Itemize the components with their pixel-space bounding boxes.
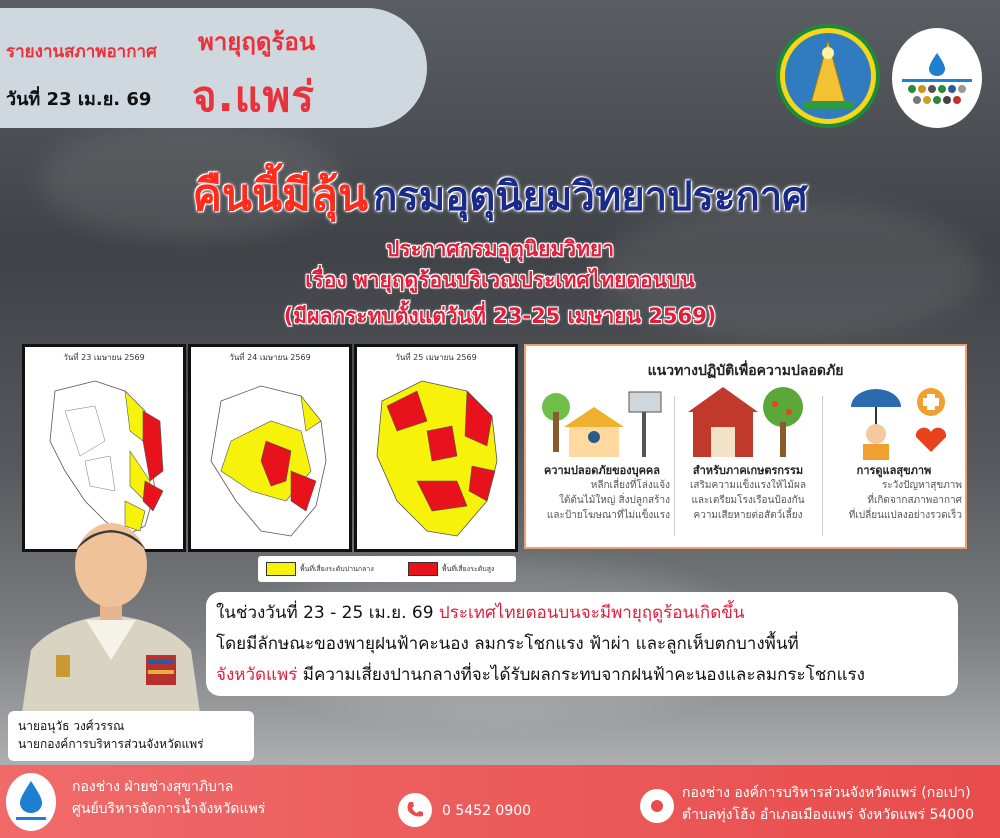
headline-blue: กรมอุตุนิยมวิทยาประกาศ — [373, 174, 808, 220]
footer-logo — [6, 773, 56, 831]
legend-yellow-swatch — [266, 562, 296, 576]
info-line2: โดยมีลักษณะของพายุฝนฟ้าคะนอง ลมกระโชกแรง ฟ้าผ่า และลูกเห็บตกบางพื้นที่ — [216, 634, 799, 654]
forecast-info-box — [206, 592, 958, 696]
headline — [0, 160, 1000, 230]
legend-yellow-label: พื้นที่เสี่ยงระดับปานกลาง — [300, 565, 374, 573]
info-line3: จังหวัดแพร่ มีความเสี่ยงปานกลางที่จะได้รับผลกระทบจากฝนฟ้าคะนองและลมกระโชกแรง — [216, 665, 865, 685]
header-banner — [0, 8, 427, 128]
guide-col1-text: หลีกเลี่ยงที่โล่งแจ้ง ใต้ต้นไม้ใหญ่ สิ่งปลูกสร้าง และป้ายโฆษณาที่ไม่แข็งแรง — [546, 480, 670, 521]
legend-red-swatch — [408, 562, 438, 576]
legend-red-label: พื้นที่เสี่ยงระดับสูง — [442, 565, 495, 573]
governor-photo — [16, 510, 206, 720]
water-center-logo — [892, 28, 982, 128]
footer-phone[interactable]: 0 5452 0900 — [442, 803, 532, 819]
footer-bar — [0, 765, 1000, 838]
guide-col3-text: ระวังปัญหาสุขภาพ ที่เกิดจากสภาพอากาศ ที่เปลี่ยนแปลงอย่างรวดเร็ว — [848, 480, 962, 521]
person-name: นายอนุวัธ วงศ์วรรณ — [18, 719, 125, 733]
risk-map-day2 — [188, 344, 352, 552]
announcement-line3: (มีผลกระทบตั้งแต่วันที่ 23-25 เมษายน 2569) — [283, 304, 717, 328]
phone-icon — [398, 793, 432, 827]
footer-org-line1: กองช่าง ฝ่ายช่างสุขาภิบาล — [72, 779, 234, 795]
headline-red: คืนนี้มีลุ้น — [192, 170, 369, 221]
pao-phrae-logo — [776, 24, 880, 128]
info-line1: ในช่วงวันที่ 23 - 25 เม.ย. 69 ประเทศไทยตอนบนจะมีพายุฤดูร้อนเกิดขึ้น — [216, 603, 745, 623]
storm-label: พายุฤดูร้อน — [198, 28, 316, 56]
person-namecard — [8, 711, 254, 761]
location-icon — [640, 789, 674, 823]
guide-col2-title: สำหรับภาคเกษตรกรรม — [692, 464, 804, 477]
province-label: จ.แพร่ — [192, 72, 315, 121]
footer-address-line1: กองช่าง องค์การบริหารส่วนจังหวัดแพร่ (กอเปา) — [682, 785, 971, 801]
health-care-icon — [831, 382, 961, 462]
safety-guide-panel — [524, 344, 967, 549]
map-date-label: วันที่ 23 เมษายน 2569 — [63, 353, 145, 362]
map-legend — [258, 556, 516, 582]
farm-barn-icon — [683, 382, 813, 462]
footer-org-line2: ศูนย์บริหารจัดการน้ำจังหวัดแพร่ — [72, 801, 266, 817]
person-title: นายกองค์การบริหารส่วนจังหวัดแพร่ — [18, 737, 204, 751]
person-shelter-icon — [534, 382, 664, 462]
map-date-label: วันที่ 24 เมษายน 2569 — [229, 353, 311, 362]
date-label: วันที่ 23 เม.ย. 69 — [6, 89, 152, 110]
announcement-line1: ประกาศกรมอุตุนิยมวิทยา — [385, 237, 615, 261]
guide-col1-title: ความปลอดภัยของบุคคล — [543, 464, 661, 477]
announcement-line2: เรื่อง พายุฤดูร้อนบริเวณประเทศไทยตอนบน — [305, 268, 695, 292]
risk-map-day3 — [354, 344, 518, 552]
report-label: รายงานสภาพอากาศ — [6, 42, 157, 62]
footer-address-line2: ตำบลทุ่งโฮ้ง อำเภอเมืองแพร่ จังหวัดแพร่ 54000 — [682, 807, 974, 823]
guide-col2-text: เสริมความแข็งแรงให้ไม้ผล และเตรียมโรงเรือนป้องกัน ความเสียหายต่อสัตว์เลี้ยง — [690, 480, 806, 521]
guide-title: แนวทางปฏิบัติเพื่อความปลอดภัย — [647, 363, 844, 379]
map-date-label: วันที่ 25 เมษายน 2569 — [395, 353, 477, 362]
guide-col3-title: การดูแลสุขภาพ — [856, 464, 932, 477]
